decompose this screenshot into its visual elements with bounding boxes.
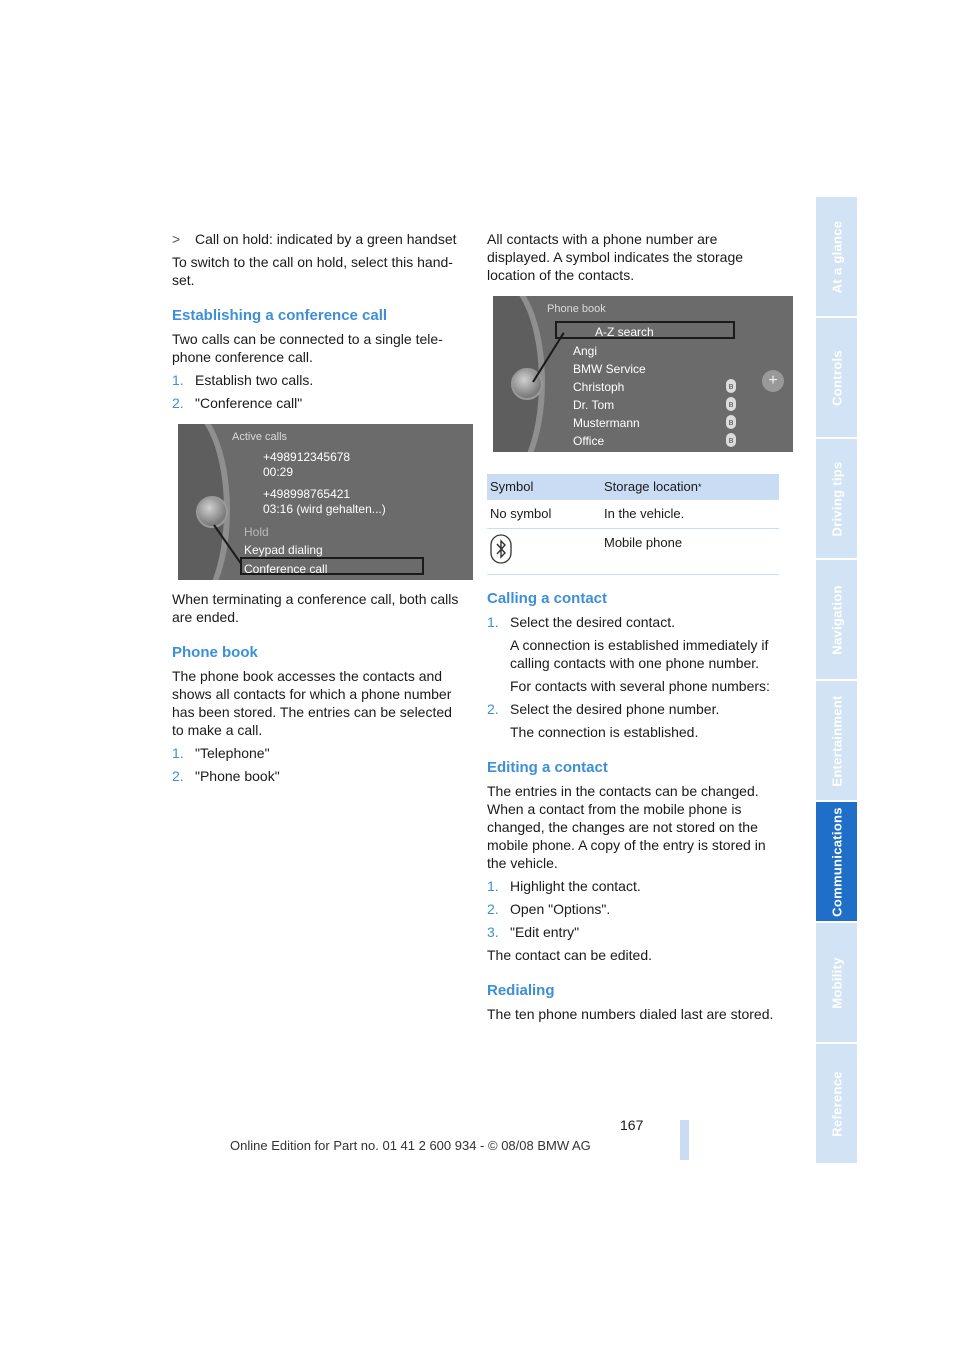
phone-book-intro: The phone book accesses the contacts and shows all contacts for which a phone number has been stored. The entries can be selected to make a call. bbox=[172, 668, 452, 738]
plus-icon: + bbox=[762, 370, 784, 392]
edit-step-2: 2. Open "Options". bbox=[487, 901, 611, 917]
footer-bar bbox=[680, 1120, 689, 1160]
page-number: 167 bbox=[620, 1117, 644, 1133]
tab-communications[interactable]: Communications bbox=[816, 802, 857, 923]
switch-text: To switch to the call on hold, select this hand-set. bbox=[172, 254, 453, 288]
bluetooth-icon: ʙ bbox=[726, 397, 736, 411]
conference-heading: Establishing a conference call bbox=[172, 307, 388, 324]
calling-contact-heading: Calling a contact bbox=[487, 590, 608, 607]
chapter-sidebar bbox=[816, 197, 857, 1165]
table-row: No symbol In the vehicle. bbox=[487, 500, 779, 529]
phone-book-screenshot: Phone book A-Z search Angi BMW Service Christoph Dr. Tom Mustermann Office ʙ ʙ ʙ ʙ + bbox=[493, 296, 793, 452]
table-header: Symbol Storage location* bbox=[487, 474, 779, 500]
call-step-2: 2. Select the desired phone number. bbox=[487, 701, 720, 717]
edit-step-3: 3. "Edit entry" bbox=[487, 924, 580, 940]
bluetooth-icon: ʙ bbox=[726, 433, 736, 447]
highlight-frame bbox=[240, 557, 424, 575]
contacts-intro: All contacts with a phone number are displayed. A symbol indicates the storage location of the contacts. bbox=[487, 231, 744, 283]
bullet-item: > Call on hold: indicated by a green handset bbox=[172, 231, 457, 247]
call-sub-1: A connection is established immediately if calling contacts with one phone number. bbox=[510, 637, 769, 671]
tab-at-a-glance[interactable]: At a glance bbox=[816, 197, 857, 318]
pb-step-2: 2. "Phone book" bbox=[172, 768, 280, 784]
phone-book-heading: Phone book bbox=[172, 644, 258, 661]
active-calls-screenshot: Active calls +498912345678 00:29 +498998765421 03:16 (wird gehalten...) Hold Keypad dialing Conference call bbox=[178, 424, 473, 580]
screen-title: Phone book bbox=[547, 303, 606, 315]
redial-text: The ten phone numbers dialed last are stored. bbox=[487, 1006, 774, 1022]
symbol-table bbox=[487, 474, 779, 575]
tab-driving-tips[interactable]: Driving tips bbox=[816, 439, 857, 560]
footer-text: Online Edition for Part no. 01 41 2 600 934 - © 08/08 BMW AG bbox=[230, 1138, 591, 1153]
call-sub-2: For contacts with several phone numbers: bbox=[510, 678, 770, 694]
controller-knob-icon bbox=[196, 496, 228, 528]
table-row: Mobile phone bbox=[487, 529, 779, 575]
redialing-heading: Redialing bbox=[487, 982, 555, 999]
star-marker: * bbox=[697, 482, 702, 492]
tab-entertainment[interactable]: Entertainment bbox=[816, 681, 857, 802]
bullet-marker: > bbox=[172, 231, 181, 247]
tab-navigation[interactable]: Navigation bbox=[816, 560, 857, 681]
conference-intro: Two calls can be connected to a single tele-phone conference call. bbox=[172, 331, 443, 365]
edit-end: The contact can be edited. bbox=[487, 947, 652, 963]
tab-reference[interactable]: Reference bbox=[816, 1044, 857, 1165]
edit-step-1: 1. Highlight the contact. bbox=[487, 878, 641, 894]
screen-title: Active calls bbox=[232, 431, 288, 443]
left-column bbox=[172, 230, 467, 790]
conf-step-1: 1. Establish two calls. bbox=[172, 372, 314, 388]
conf-step-2: 2. "Conference call" bbox=[172, 395, 303, 411]
conference-end-text: When terminating a conference call, both calls are ended. bbox=[172, 591, 459, 625]
call-step-1: 1. Select the desired contact. bbox=[487, 614, 675, 630]
pb-step-1: 1. "Telephone" bbox=[172, 745, 270, 761]
editing-contact-heading: Editing a contact bbox=[487, 759, 608, 776]
bluetooth-icon: ʙ bbox=[726, 379, 736, 393]
tab-mobility[interactable]: Mobility bbox=[816, 923, 857, 1044]
edit-intro: The entries in the contacts can be changed. When a contact from the mobile phone is changed, the changes are not stored on the mobile phone. A copy of the entry is stored in the vehicle. bbox=[487, 783, 766, 871]
call-sub-3: The connection is established. bbox=[510, 724, 699, 740]
highlight-frame bbox=[555, 321, 735, 339]
bluetooth-icon: ʙ bbox=[726, 415, 736, 429]
right-column bbox=[487, 230, 782, 1028]
tab-controls[interactable]: Controls bbox=[816, 318, 857, 439]
bluetooth-icon bbox=[490, 534, 512, 564]
